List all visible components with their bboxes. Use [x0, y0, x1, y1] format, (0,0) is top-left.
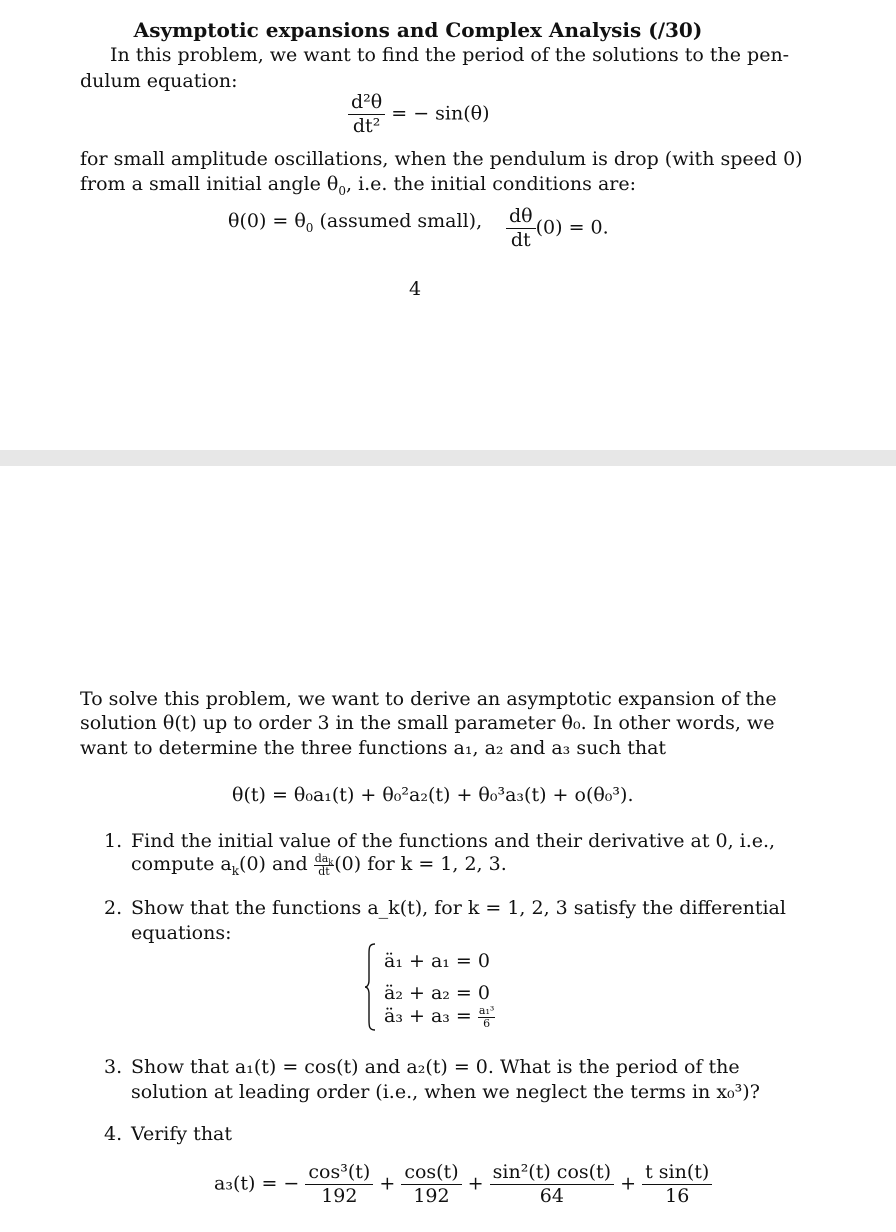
- term-1-num: cos³(t): [305, 1162, 373, 1185]
- system-eq-3-lhs: ä₃ + a₃ =: [384, 1005, 472, 1028]
- dtheta-dt-fraction: [506, 206, 536, 251]
- item-3-line-2: solution at leading order (i.e., when we neglect the terms in x₀³)?: [131, 1081, 760, 1103]
- term-2-num: cos(t): [401, 1162, 461, 1185]
- item-2-line-2: equations:: [131, 922, 232, 944]
- dak-numerator: da: [314, 852, 329, 865]
- term-4-den: 16: [665, 1184, 690, 1207]
- p2-para-line-1: To solve this problem, we want to derive an asymptotic expansion of the: [80, 688, 777, 710]
- initial-condition-left: [228, 210, 483, 235]
- term-2: [401, 1162, 461, 1207]
- item-1-k-subscript: k: [231, 863, 240, 878]
- item-3-line-1: Show that a₁(t) = cos(t) and a₂(t) = 0. What is the period of the: [131, 1056, 740, 1078]
- para2-line-2-tail: , i.e. the initial conditions are:: [345, 173, 636, 195]
- ic-left-tail: (assumed small),: [313, 210, 483, 232]
- ic-right-tail: (0) = 0.: [535, 216, 609, 239]
- item-4-line-1: Verify that: [131, 1123, 233, 1145]
- a3-lhs: a₃(t) = −: [214, 1172, 300, 1195]
- dtheta-numerator: dθ: [506, 206, 536, 229]
- item-2-line-1: Show that the functions a_k(t), for k = 1, 2, 3 satisfy the differential: [131, 897, 786, 919]
- p2-para-line-3: want to determine the three functions a₁, a₂ and a₃ such that: [80, 737, 667, 759]
- term-1: [305, 1162, 373, 1207]
- eq-denominator: dt²: [352, 114, 381, 137]
- item-1-tail: (0) for k = 1, 2, 3.: [334, 853, 507, 876]
- system-eq-1: ä₁ + a₁ = 0: [384, 950, 490, 972]
- left-brace-icon: [364, 942, 376, 1032]
- initial-condition-right: [506, 206, 609, 251]
- document-page-1: [0, 0, 896, 450]
- a1-cubed: a₁³: [478, 1004, 495, 1017]
- page-separator: [0, 450, 896, 466]
- problem-title: Asymptotic expansions and Complex Analysis (/30): [133, 18, 703, 42]
- term-4-num: t sin(t): [642, 1162, 712, 1185]
- dak-dt-fraction: [314, 853, 334, 877]
- theta0-subscript: 0: [338, 183, 346, 198]
- para2-line-2: [80, 173, 636, 198]
- intro-line-1: In this problem, we want to find the period of the solutions to the pen-: [110, 44, 790, 66]
- item-1-line-2: [131, 853, 507, 877]
- dt-denominator: dt: [510, 228, 531, 251]
- system-eq-3: [384, 1005, 495, 1029]
- second-derivative-fraction: [348, 92, 385, 137]
- para2-line-2-text: from a small initial angle θ: [80, 173, 339, 195]
- plus-1: +: [379, 1172, 396, 1195]
- ic-left-subscript: 0: [305, 220, 314, 235]
- dak-denominator: dt: [318, 864, 330, 878]
- p2-para-line-2: solution θ(t) up to order 3 in the small parameter θ₀. In other words, we: [80, 712, 775, 734]
- intro-line-2: dulum equation:: [80, 70, 238, 92]
- a3-formula: [214, 1162, 712, 1207]
- eq-rhs: = − sin(θ): [391, 102, 490, 125]
- item-1-compute: compute a: [131, 853, 232, 876]
- plus-3: +: [620, 1172, 637, 1195]
- term-3: [490, 1162, 614, 1207]
- a1-cubed-over-6: [478, 1005, 495, 1029]
- item-1-number: 1.: [104, 830, 123, 852]
- system-eq-2: ä₂ + a₂ = 0: [384, 982, 490, 1004]
- asymptotic-expansion-equation: θ(t) = θ₀a₁(t) + θ₀²a₂(t) + θ₀³a₃(t) + o(θ₀³).: [232, 784, 634, 806]
- eq-numerator: d²θ: [348, 92, 385, 115]
- term-1-den: 192: [321, 1184, 358, 1207]
- item-1-line-1: Find the initial value of the functions and their derivative at 0, i.e.,: [131, 830, 776, 852]
- term-4: [642, 1162, 712, 1207]
- plus-2: +: [467, 1172, 484, 1195]
- dak-subscript: k: [328, 858, 334, 868]
- six: 6: [483, 1016, 491, 1030]
- item-3-number: 3.: [104, 1056, 123, 1078]
- item-2-number: 2.: [104, 897, 123, 919]
- item-1-and: (0) and: [239, 853, 308, 876]
- page-number: 4: [408, 278, 422, 300]
- ic-left-text: θ(0) = θ: [228, 210, 306, 232]
- term-3-den: 64: [539, 1184, 564, 1207]
- term-2-den: 192: [413, 1184, 450, 1207]
- term-3-num: sin²(t) cos(t): [490, 1162, 614, 1185]
- para2-line-1: for small amplitude oscillations, when the pendulum is drop (with speed 0): [80, 148, 803, 170]
- pendulum-equation: [348, 92, 490, 137]
- item-4-number: 4.: [104, 1123, 123, 1145]
